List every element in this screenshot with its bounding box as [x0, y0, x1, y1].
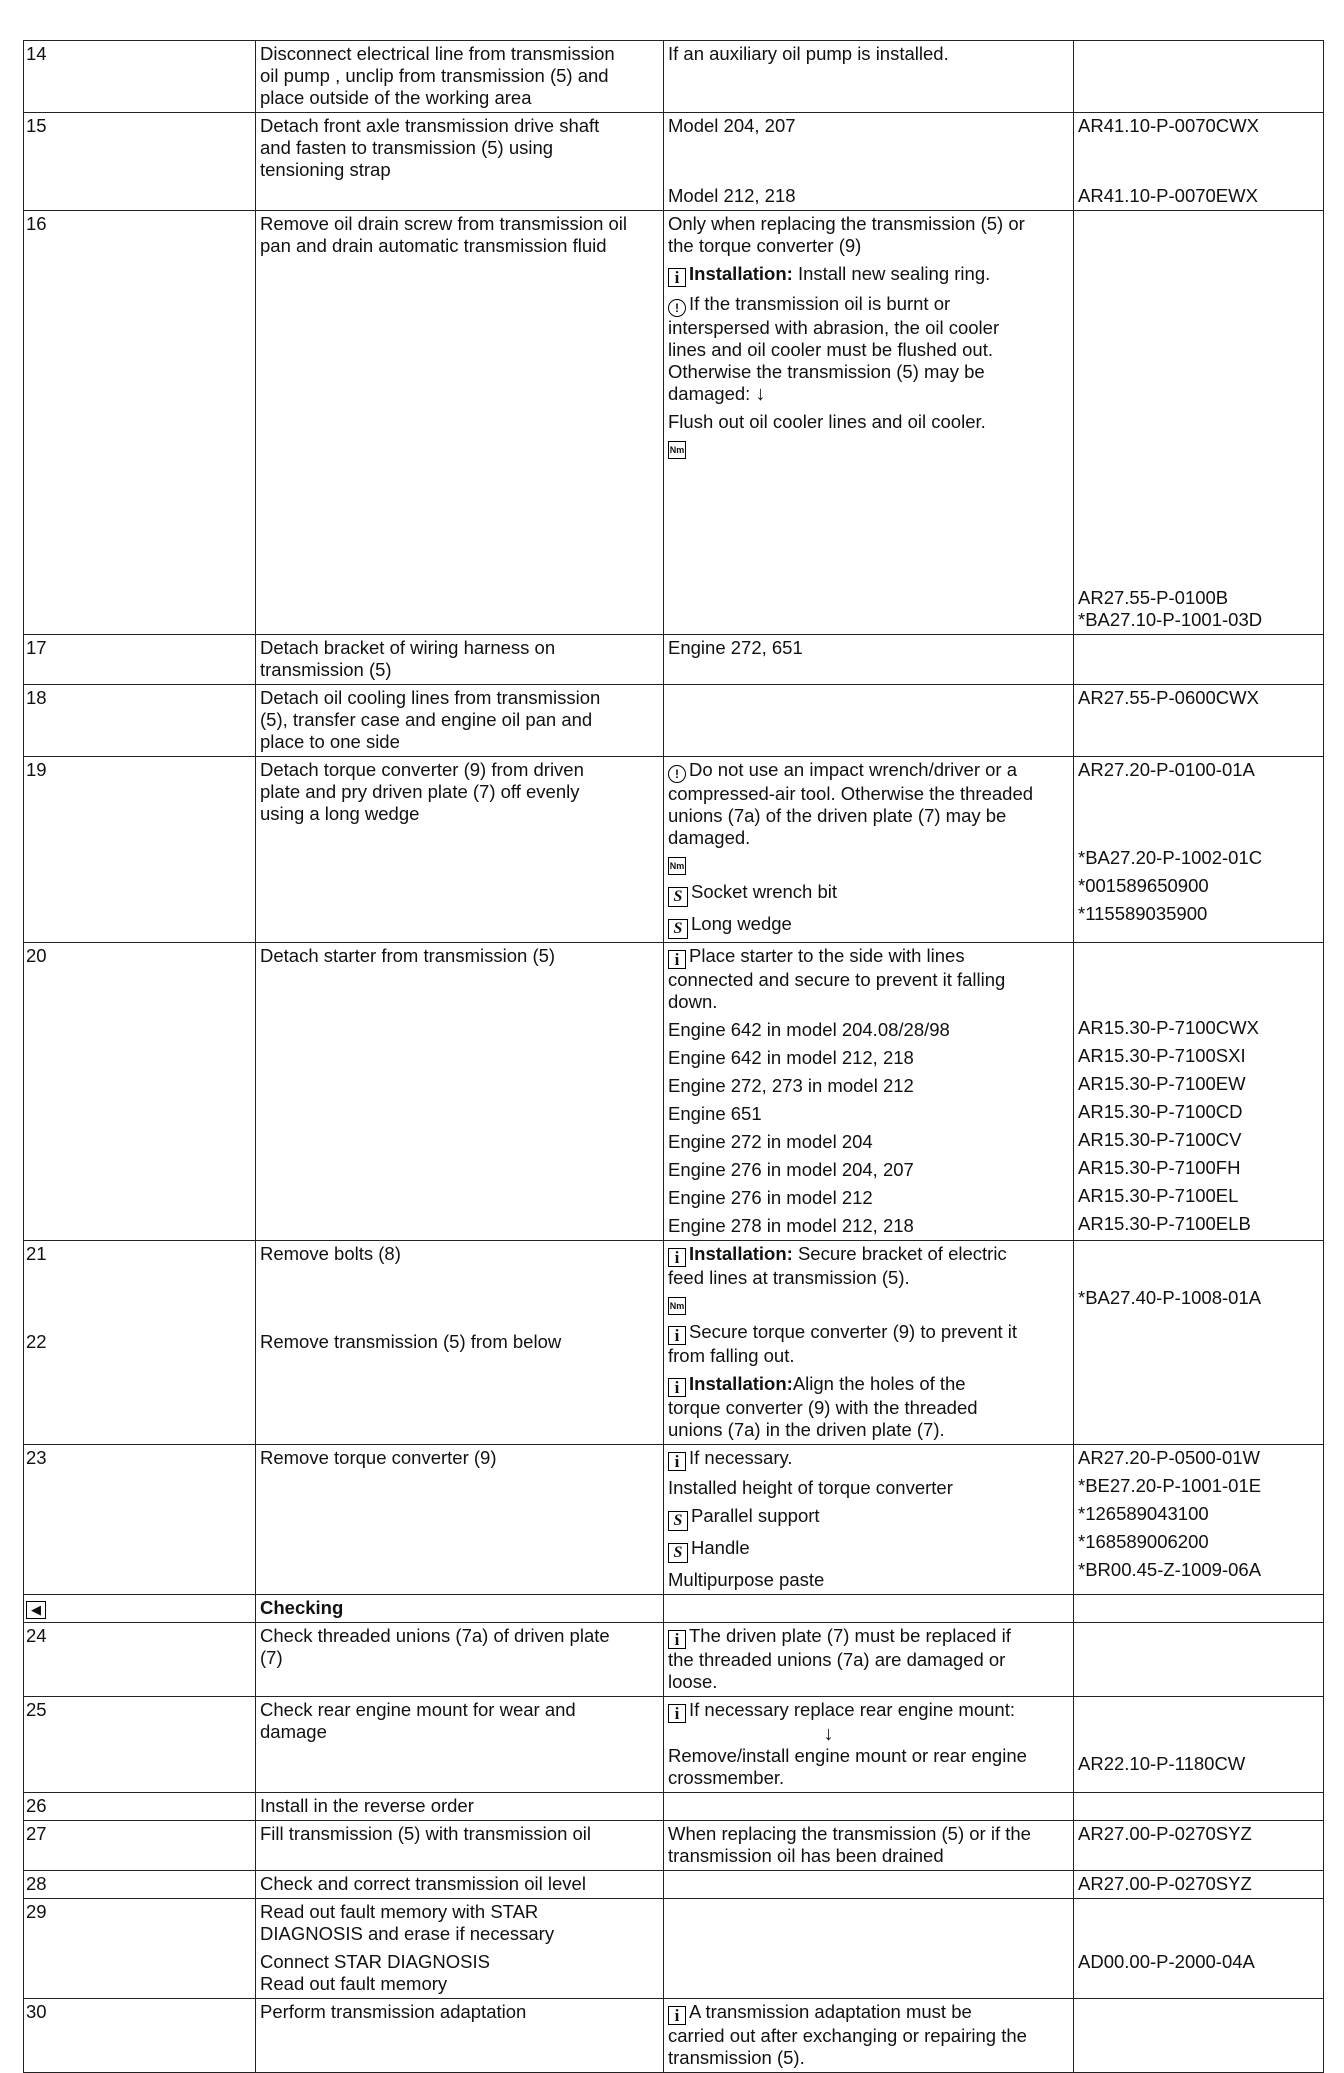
- checking-icon: ◀: [26, 1601, 46, 1619]
- reference-link[interactable]: *BA27.20-P-1002-01C: [1078, 847, 1263, 868]
- warning-icon: !: [668, 765, 686, 783]
- step-reference: [1074, 1241, 1324, 1445]
- step-number: 28: [24, 1871, 256, 1899]
- step-number: 16: [24, 211, 256, 635]
- step-action: Remove oil drain screw from transmission oil pan and drain automatic transmission fluid: [256, 211, 664, 635]
- table-row: [24, 113, 1324, 211]
- table-row: [24, 1793, 1324, 1821]
- step-action: Remove bolts (8) Remove transmission (5) from below: [256, 1241, 664, 1445]
- reference-link[interactable]: AR27.20-P-0500-01W: [1078, 1447, 1261, 1468]
- step-action: Fill transmission (5) with transmission oil: [256, 1821, 664, 1871]
- torque-nm-icon[interactable]: Nm: [668, 441, 686, 459]
- table-row: [24, 757, 1324, 943]
- special-tool-icon: S: [668, 887, 688, 907]
- table-row: [24, 1871, 1324, 1899]
- reference-link[interactable]: *BR00.45-Z-1009-06A: [1078, 1559, 1262, 1580]
- step-note: i If necessary. Installed height of torque converter S Parallel support S Handle Multipurpose paste: [664, 1445, 1074, 1595]
- reference-link[interactable]: AD00.00-P-2000-04A: [1078, 1951, 1255, 1972]
- section-title: Checking: [256, 1595, 664, 1623]
- reference-link[interactable]: AR15.30-P-7100FH: [1078, 1157, 1241, 1178]
- torque-nm-icon[interactable]: Nm: [668, 857, 686, 875]
- step-number: 30: [24, 1999, 256, 2073]
- step-number: 17: [24, 635, 256, 685]
- step-number: 19: [24, 757, 256, 943]
- step-action: Check rear engine mount for wear and damage: [256, 1697, 664, 1793]
- step-action: Detach front axle transmission drive shaft and fasten to transmission (5) using tensioning strap: [256, 113, 664, 211]
- reference-link[interactable]: AR15.30-P-7100SXI: [1078, 1045, 1246, 1066]
- reference-link[interactable]: AR27.00-P-0270SYZ: [1074, 1821, 1324, 1871]
- step-note: When replacing the transmission (5) or if the transmission oil has been drained: [664, 1821, 1074, 1871]
- info-icon: i: [668, 1248, 686, 1267]
- warning-icon: !: [668, 299, 686, 317]
- step-number: 20: [24, 943, 256, 1241]
- reference-link[interactable]: AR15.30-P-7100EL: [1078, 1185, 1239, 1206]
- step-reference: [1074, 41, 1324, 113]
- reference-link[interactable]: AR15.30-P-7100CV: [1078, 1129, 1242, 1150]
- step-note: i The driven plate (7) must be replaced if the threaded unions (7a) are damaged or loose.: [664, 1623, 1074, 1697]
- reference-link[interactable]: AR15.30-P-7100EW: [1078, 1073, 1246, 1094]
- reference-link[interactable]: AR41.10-P-0070CWX: [1078, 115, 1259, 136]
- table-row: [24, 41, 1324, 113]
- step-note: Model 204, 207 Model 212, 218: [664, 113, 1074, 211]
- info-icon: i: [668, 1326, 686, 1345]
- step-action: Check and correct transmission oil level: [256, 1871, 664, 1899]
- table-row: [24, 1821, 1324, 1871]
- step-number: 26: [24, 1793, 256, 1821]
- step-reference: [1074, 1445, 1324, 1595]
- step-note: ! Do not use an impact wrench/driver or a compressed-air tool. Otherwise the threaded unions (7a) of the driven plate (7) may be damaged. Nm S Socket wrench bit S Long wedge: [664, 757, 1074, 943]
- info-icon: i: [668, 268, 686, 287]
- table-row: [24, 943, 1324, 1241]
- table-row: [24, 1697, 1324, 1793]
- reference-link[interactable]: AR15.30-P-7100CWX: [1078, 1017, 1259, 1038]
- reference-link[interactable]: *001589650900: [1078, 875, 1209, 896]
- step-note: Engine 272, 651: [664, 635, 1074, 685]
- table-row: [24, 1999, 1324, 2073]
- step-reference: [1074, 757, 1324, 943]
- table-row: [24, 685, 1324, 757]
- table-row: [24, 1241, 1324, 1445]
- step-action: Install in the reverse order: [256, 1793, 664, 1821]
- step-reference: [1074, 211, 1324, 635]
- reference-link[interactable]: *126589043100: [1078, 1503, 1209, 1524]
- step-action: Detach torque converter (9) from driven plate and pry driven plate (7) off evenly using a long wedge: [256, 757, 664, 943]
- step-action: Detach bracket of wiring harness on transmission (5): [256, 635, 664, 685]
- special-tool-icon: S: [668, 1543, 688, 1563]
- reference-link[interactable]: *BA27.40-P-1008-01A: [1078, 1287, 1262, 1308]
- step-action: Detach oil cooling lines from transmission (5), transfer case and engine oil pan and place to one side: [256, 685, 664, 757]
- reference-link[interactable]: *115589035900: [1078, 903, 1208, 924]
- step-reference: [1074, 1623, 1324, 1697]
- step-reference: [1074, 635, 1324, 685]
- info-icon: i: [668, 1378, 686, 1397]
- reference-link[interactable]: AR15.30-P-7100CD: [1078, 1101, 1243, 1122]
- special-tool-icon: S: [668, 919, 688, 939]
- arrow-down-icon: ↓: [823, 1723, 834, 1745]
- step-action: Perform transmission adaptation: [256, 1999, 664, 2073]
- step-number: 14: [24, 41, 256, 113]
- torque-nm-icon[interactable]: Nm: [668, 1297, 686, 1315]
- step-action: Detach starter from transmission (5): [256, 943, 664, 1241]
- info-icon: i: [668, 950, 686, 969]
- special-tool-icon: S: [668, 1511, 688, 1531]
- info-icon: i: [668, 1704, 686, 1723]
- table-row: [24, 635, 1324, 685]
- reference-link[interactable]: AR27.00-P-0270SYZ: [1074, 1871, 1324, 1899]
- arrow-down-icon: ↓: [755, 383, 766, 405]
- reference-link[interactable]: *168589006200: [1078, 1531, 1209, 1552]
- step-number: 25: [24, 1697, 256, 1793]
- step-note: Only when replacing the transmission (5) or the torque converter (9) i Installation: Install new sealing ring. ! If the transmission oil is burnt or interspersed with abrasion, the oil cooler lines and oil cooler must be flushed out. Otherwise the transmission (5) may be damaged: ↓ Flush out oil cooler lines and oil cooler. Nm: [664, 211, 1074, 635]
- step-number: 18: [24, 685, 256, 757]
- step-reference: [1074, 1697, 1324, 1793]
- step-number: 24: [24, 1623, 256, 1697]
- table-row: [24, 1899, 1324, 1999]
- info-icon: i: [668, 1452, 686, 1471]
- step-reference: [1074, 113, 1324, 211]
- reference-link[interactable]: AR22.10-P-1180CW: [1078, 1753, 1246, 1774]
- step-reference: [1074, 1899, 1324, 1999]
- procedure-table: [23, 40, 1324, 2073]
- step-action: Check threaded unions (7a) of driven plate (7): [256, 1623, 664, 1697]
- step-number: 29: [24, 1899, 256, 1999]
- table-row: [24, 1623, 1324, 1697]
- reference-link[interactable]: AR15.30-P-7100ELB: [1078, 1213, 1251, 1234]
- step-number: 15: [24, 113, 256, 211]
- reference-link[interactable]: AR41.10-P-0070EWX: [1078, 185, 1258, 206]
- step-action: Read out fault memory with STAR DIAGNOSIS and erase if necessary Connect STAR DIAGNOSIS Read out fault memory: [256, 1899, 664, 1999]
- info-icon: i: [668, 1630, 686, 1649]
- table-row: [24, 1445, 1324, 1595]
- info-icon: i: [668, 2006, 686, 2025]
- step-note: [664, 685, 1074, 757]
- step-number: 23: [24, 1445, 256, 1595]
- step-action: Remove torque converter (9): [256, 1445, 664, 1595]
- step-number: 21 22: [24, 1241, 256, 1445]
- step-number: 27: [24, 1821, 256, 1871]
- section-header-row: [24, 1595, 1324, 1623]
- reference-link[interactable]: *BE27.20-P-1001-01E: [1078, 1475, 1262, 1496]
- reference-link[interactable]: *BA27.10-P-1001-03D: [1078, 609, 1263, 630]
- reference-link[interactable]: AR27.55-P-0600CWX: [1074, 685, 1324, 757]
- step-note: i A transmission adaptation must be carried out after exchanging or repairing the transmission (5).: [664, 1999, 1074, 2073]
- step-note: i Place starter to the side with lines connected and secure to prevent it falling down. Engine 642 in model 204.08/28/98 Engine 642 in model 212, 218 Engine 272, 273 in model 212 Engine 651 Engine 272 in model 204 Engine 276 in model 204, 207 Engine 276 in model 212 Engine 278 in model 212, 218: [664, 943, 1074, 1241]
- step-action: Disconnect electrical line from transmission oil pump , unclip from transmission (5) and place outside of the working area: [256, 41, 664, 113]
- table-row: [24, 211, 1324, 635]
- step-reference: [1074, 943, 1324, 1241]
- step-note: i Installation: Secure bracket of electric feed lines at transmission (5). Nm i Secure torque converter (9) to prevent it from falling out. i Installation:Align the holes of the torque converter (9) with the threaded unions (7a) in the driven plate (7).: [664, 1241, 1074, 1445]
- reference-link[interactable]: AR27.55-P-0100B: [1078, 587, 1229, 608]
- step-note: If an auxiliary oil pump is installed.: [664, 41, 1074, 113]
- reference-link[interactable]: AR27.20-P-0100-01A: [1078, 759, 1255, 780]
- step-note: i If necessary replace rear engine mount: ↓ Remove/install engine mount or rear engine crossmember.: [664, 1697, 1074, 1793]
